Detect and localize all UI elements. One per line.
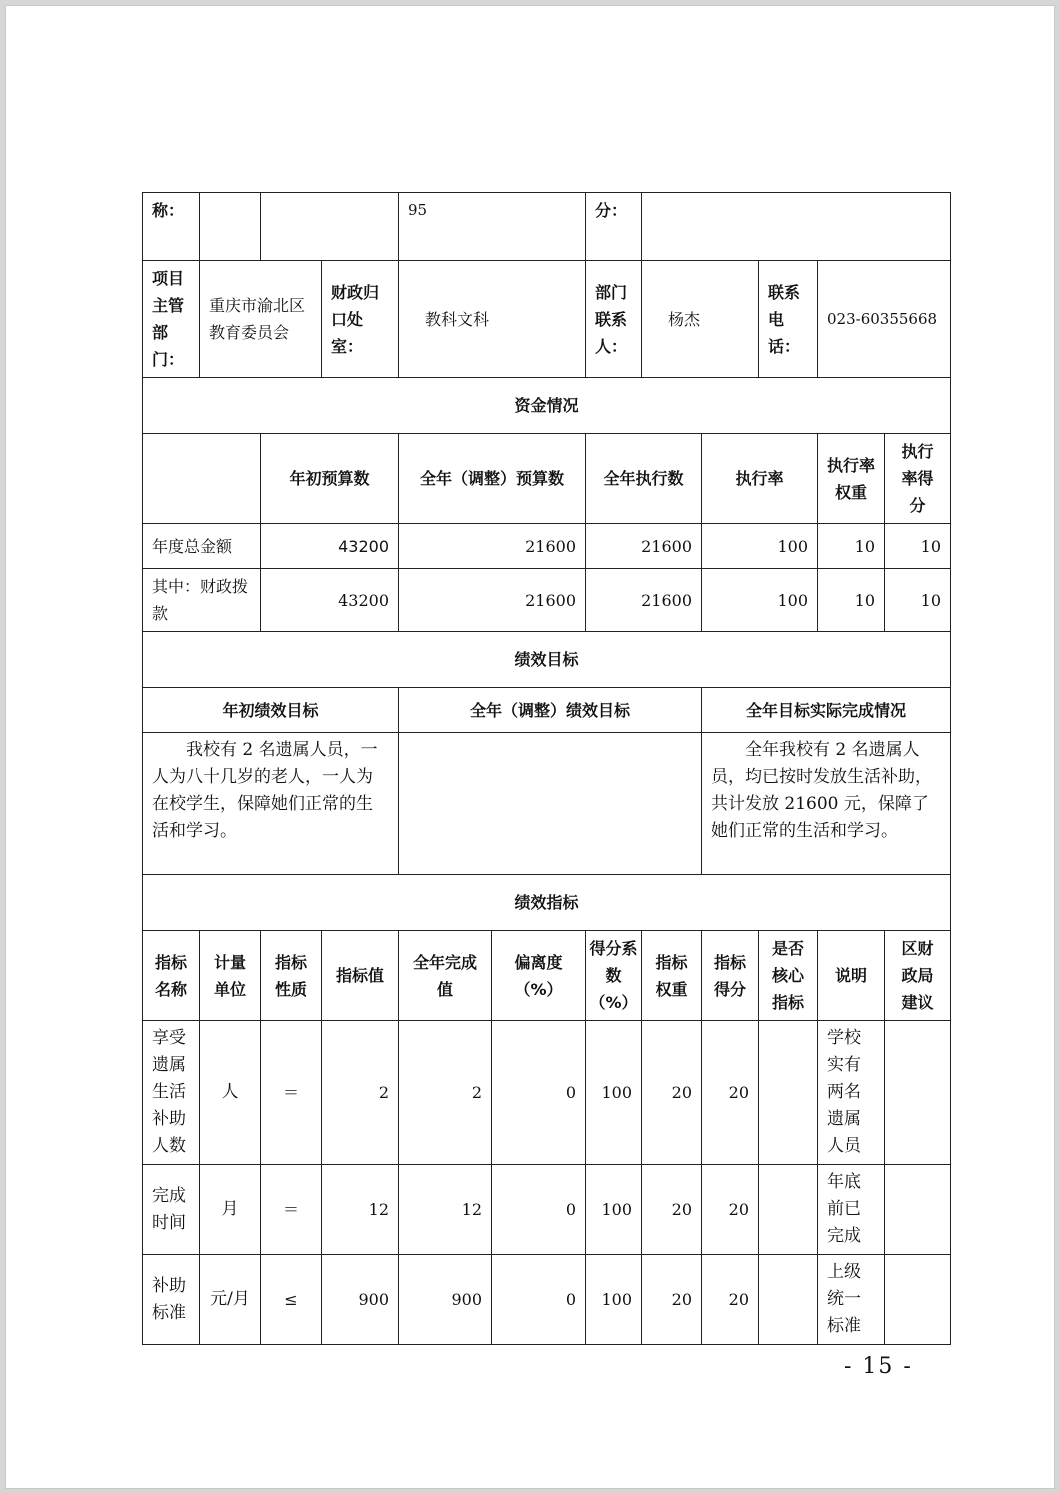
ind-coef: 100	[586, 1021, 642, 1165]
funds-row-initial: 43200	[261, 569, 399, 632]
ind-header-note: 说明	[818, 931, 885, 1021]
ind-unit: 人	[200, 1021, 261, 1165]
goals-initial-header: 年初绩效目标	[143, 688, 399, 733]
phone-value: 023-60355668	[818, 261, 951, 378]
ind-core	[759, 1255, 818, 1345]
funds-row-score: 10	[885, 524, 951, 569]
ind-score: 20	[702, 1165, 759, 1255]
ind-unit: 元/月	[200, 1255, 261, 1345]
funds-row-rate: 100	[702, 524, 818, 569]
funds-header-initial: 年初预算数	[261, 434, 399, 524]
funds-row-weight: 10	[818, 569, 885, 632]
ind-score: 20	[702, 1021, 759, 1165]
funds-header-executed: 全年执行数	[586, 434, 702, 524]
performance-evaluation-table	[142, 192, 951, 1345]
funds-row-adjusted: 21600	[399, 569, 586, 632]
funds-row-weight: 10	[818, 524, 885, 569]
ind-header-advice: 区财政局建议	[885, 931, 951, 1021]
ind-nature: ＝	[261, 1021, 322, 1165]
ind-unit: 月	[200, 1165, 261, 1255]
ind-core	[759, 1021, 818, 1165]
ind-advice	[885, 1165, 951, 1255]
document-page	[5, 5, 1055, 1489]
score-value: 95	[399, 193, 586, 261]
goals-adjusted-header: 全年（调整）绩效目标	[399, 688, 702, 733]
contact-value: 杨杰	[642, 261, 759, 378]
ind-actual: 12	[399, 1165, 492, 1255]
name-value-2	[261, 193, 399, 261]
ind-core	[759, 1165, 818, 1255]
indicators-section-title: 绩效指标	[143, 875, 951, 931]
ind-note: 年底前已完成	[818, 1165, 885, 1255]
name-label: 称：	[143, 193, 200, 261]
ind-header-name: 指标名称	[143, 931, 200, 1021]
ind-header-unit: 计量单位	[200, 931, 261, 1021]
ind-weight: 20	[642, 1165, 702, 1255]
ind-name: 完成时间	[143, 1165, 200, 1255]
ind-target: 2	[322, 1021, 399, 1165]
table-row	[143, 569, 951, 632]
ind-advice	[885, 1021, 951, 1165]
ind-weight: 20	[642, 1255, 702, 1345]
ind-header-actual: 全年完成值	[399, 931, 492, 1021]
ind-deviation: 0	[492, 1255, 586, 1345]
ind-header-coef: 得分系数（%）	[586, 931, 642, 1021]
funds-header-rate: 执行率	[702, 434, 818, 524]
funds-header-score: 执行率得分	[885, 434, 951, 524]
funds-row-executed: 21600	[586, 569, 702, 632]
table-row	[143, 524, 951, 569]
ind-note: 上级统一标准	[818, 1255, 885, 1345]
ind-score: 20	[702, 1255, 759, 1345]
funds-row-label: 年度总金额	[143, 524, 261, 569]
goals-actual-header: 全年目标实际完成情况	[702, 688, 951, 733]
table-row	[143, 1165, 951, 1255]
funds-row-rate: 100	[702, 569, 818, 632]
ind-header-nature: 指标性质	[261, 931, 322, 1021]
funds-section-title: 资金情况	[143, 378, 951, 434]
funds-header-adjusted: 全年（调整）预算数	[399, 434, 586, 524]
table-row	[143, 1255, 951, 1345]
ind-header-deviation: 偏离度（%）	[492, 931, 586, 1021]
funds-row-adjusted: 21600	[399, 524, 586, 569]
funds-header-blank	[143, 434, 261, 524]
page-number: - 15 -	[844, 1354, 913, 1379]
funds-header-weight: 执行率权重	[818, 434, 885, 524]
ind-weight: 20	[642, 1021, 702, 1165]
ind-target: 900	[322, 1255, 399, 1345]
ind-nature: ＝	[261, 1165, 322, 1255]
ind-advice	[885, 1255, 951, 1345]
score-label: 分：	[586, 193, 642, 261]
funds-row-label: 其中：财政拨款	[143, 569, 261, 632]
goals-actual-text: 全年我校有 2 名遗属人员，均已按时发放生活补助，共计发放 21600 元，保障了她们正常的生活和学习。	[702, 733, 951, 875]
table-row	[143, 1021, 951, 1165]
goals-section-title: 绩效目标	[143, 632, 951, 688]
ind-name: 补助标准	[143, 1255, 200, 1345]
funds-row-initial: 43200	[261, 524, 399, 569]
phone-label: 联系电话：	[759, 261, 818, 378]
finance-office-label: 财政归口处室：	[322, 261, 399, 378]
ind-target: 12	[322, 1165, 399, 1255]
ind-deviation: 0	[492, 1165, 586, 1255]
ind-name: 享受遗属生活补助人数	[143, 1021, 200, 1165]
contact-label: 部门联系人：	[586, 261, 642, 378]
name-value-1	[200, 193, 261, 261]
ind-deviation: 0	[492, 1021, 586, 1165]
score-blank	[642, 193, 951, 261]
ind-header-score: 指标得分	[702, 931, 759, 1021]
funds-row-score: 10	[885, 569, 951, 632]
finance-office-value: 教科文科	[399, 261, 586, 378]
ind-header-target: 指标值	[322, 931, 399, 1021]
goals-adjusted-text	[399, 733, 702, 875]
ind-note: 学校实有两名遗属人员	[818, 1021, 885, 1165]
dept-label: 项目主管部门：	[143, 261, 200, 378]
ind-coef: 100	[586, 1165, 642, 1255]
funds-row-executed: 21600	[586, 524, 702, 569]
dept-value: 重庆市渝北区教育委员会	[200, 261, 322, 378]
ind-nature: ≤	[261, 1255, 322, 1345]
ind-header-core: 是否核心指标	[759, 931, 818, 1021]
ind-actual: 900	[399, 1255, 492, 1345]
ind-header-weight: 指标权重	[642, 931, 702, 1021]
ind-coef: 100	[586, 1255, 642, 1345]
ind-actual: 2	[399, 1021, 492, 1165]
goals-initial-text: 我校有 2 名遗属人员，一人为八十几岁的老人，一人为在校学生，保障她们正常的生活和学习。	[143, 733, 399, 875]
